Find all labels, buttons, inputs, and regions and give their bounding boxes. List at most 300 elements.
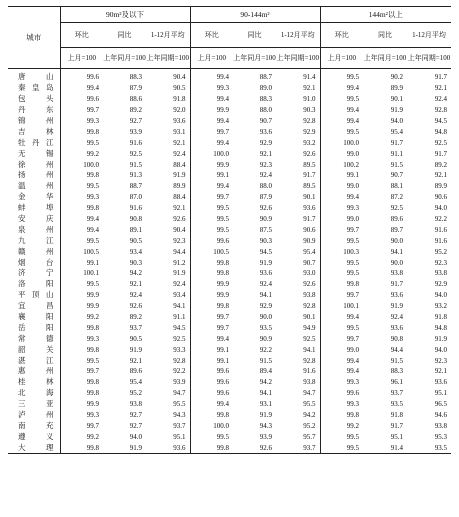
index-value: 99.5 <box>320 268 363 279</box>
index-value: 89.5 <box>303 160 316 169</box>
subheader-index: 环比 <box>320 23 363 48</box>
index-value: 100.0 <box>320 137 363 148</box>
city-name: 大理 <box>8 442 60 453</box>
index-value: 99.1 <box>190 344 233 355</box>
index-value: 99.2 <box>320 421 363 432</box>
index-value: 88.7 <box>129 182 142 191</box>
index-value: 99.3 <box>60 410 103 421</box>
index-value: 95.7 <box>303 432 316 441</box>
index-value: 91.7 <box>303 171 316 180</box>
index-value: 93.8 <box>434 269 448 278</box>
index-value: 90.8 <box>129 215 142 224</box>
index-value: 92.2 <box>173 367 186 376</box>
index-value: 99.7 <box>190 126 233 137</box>
index-value: 99.4 <box>190 137 233 148</box>
city-name: 烟台 <box>18 257 54 267</box>
index-value: 92.2 <box>434 215 448 224</box>
index-value: 99.0 <box>320 214 363 225</box>
index-value: 91.9 <box>173 269 186 278</box>
index-value: 99.3 <box>60 333 103 344</box>
index-value: 99.7 <box>60 105 103 116</box>
index-value: 99.5 <box>190 214 233 225</box>
index-value: 92.8 <box>303 302 316 311</box>
city-name: 赣州 <box>18 246 54 256</box>
index-value: 91.9 <box>390 106 404 115</box>
index-value: 99.4 <box>190 94 233 105</box>
index-value: 99.5 <box>320 69 363 83</box>
table-row <box>8 268 451 279</box>
index-value: 94.9 <box>303 323 316 332</box>
index-value: 99.4 <box>60 214 103 225</box>
index-value: 95.3 <box>434 432 448 441</box>
index-value: 92.2 <box>259 345 272 354</box>
index-value: 99.8 <box>190 268 233 279</box>
subheader-base: 上月=100 <box>190 48 233 69</box>
index-value: 99.8 <box>60 442 103 453</box>
index-value: 91.1 <box>173 313 186 322</box>
index-value: 92.9 <box>259 302 272 311</box>
table-row <box>8 235 451 246</box>
index-value: 89.2 <box>129 313 142 322</box>
subheader-base: 上月=100 <box>60 48 103 69</box>
index-value: 88.3 <box>129 73 142 82</box>
index-value: 100.2 <box>320 159 363 170</box>
city-name: 泉州 <box>18 224 54 234</box>
index-value: 92.1 <box>173 204 186 213</box>
table-row <box>8 301 451 312</box>
index-value: 94.2 <box>259 378 272 387</box>
index-value: 99.8 <box>60 377 103 388</box>
index-value: 95.1 <box>390 432 404 441</box>
index-value: 99.5 <box>60 279 103 290</box>
index-value: 88.6 <box>129 95 142 104</box>
index-value: 92.6 <box>233 442 276 453</box>
index-value: 91.9 <box>434 334 448 343</box>
index-value: 99.8 <box>320 279 363 290</box>
index-value: 93.5 <box>259 323 272 332</box>
index-value: 92.8 <box>303 117 316 125</box>
index-value: 99.7 <box>60 421 103 432</box>
subheader-index: 1-12月平均 <box>276 23 320 48</box>
index-value: 88.3 <box>390 367 404 376</box>
index-value: 91.2 <box>173 258 186 267</box>
index-value: 91.4 <box>363 442 407 453</box>
index-value: 95.4 <box>390 127 404 136</box>
index-value: 88.1 <box>390 182 404 191</box>
index-value: 88.0 <box>259 182 272 191</box>
index-value: 95.1 <box>173 432 186 441</box>
index-value: 99.0 <box>320 344 363 355</box>
index-value: 95.2 <box>129 389 142 398</box>
table-row <box>8 377 451 388</box>
index-value: 89.2 <box>434 160 448 169</box>
index-value: 94.1 <box>259 389 272 398</box>
index-value: 99.4 <box>320 366 363 377</box>
index-value: 99.5 <box>190 431 233 442</box>
index-value: 94.0 <box>129 432 142 441</box>
index-value: 90.0 <box>390 236 404 245</box>
index-value: 92.5 <box>303 334 316 343</box>
index-value: 91.5 <box>129 160 142 169</box>
index-value: 87.5 <box>259 225 272 234</box>
index-value: 95.4 <box>129 378 142 387</box>
subheader-base: 上年同期=100 <box>146 48 190 69</box>
table-row <box>8 69 451 83</box>
index-value: 99.6 <box>60 69 103 83</box>
index-value: 91.7 <box>434 149 448 158</box>
table-row <box>8 126 451 137</box>
index-value: 91.5 <box>390 160 404 169</box>
index-value: 90.5 <box>129 236 142 245</box>
index-value: 91.5 <box>390 356 404 365</box>
index-value: 99.5 <box>190 203 233 214</box>
table-row <box>8 148 451 159</box>
index-value: 89.5 <box>303 182 316 191</box>
index-value: 94.8 <box>434 127 448 136</box>
index-value: 92.4 <box>390 313 404 322</box>
index-value: 92.5 <box>434 138 448 147</box>
index-value: 87.9 <box>259 193 272 202</box>
index-value: 99.7 <box>190 322 233 333</box>
index-value: 91.7 <box>390 280 404 289</box>
index-value: 99.3 <box>320 203 363 214</box>
index-value: 99.9 <box>190 105 233 116</box>
subheader-base: 上年同期=100 <box>276 48 320 69</box>
subheader-index: 同比 <box>363 23 407 48</box>
index-value: 99.4 <box>320 116 363 127</box>
table-row <box>8 322 451 333</box>
index-value: 92.1 <box>434 367 448 376</box>
index-value: 93.1 <box>259 400 272 409</box>
table-row <box>8 366 451 377</box>
index-value: 99.7 <box>320 290 363 301</box>
index-value: 99.9 <box>190 279 233 290</box>
index-value: 94.8 <box>434 323 448 332</box>
index-value: 99.2 <box>60 148 103 159</box>
index-value: 87.9 <box>129 84 142 93</box>
index-value: 91.7 <box>303 215 316 224</box>
index-value: 92.5 <box>390 204 404 213</box>
city-name: 秦皇岛 <box>18 83 54 93</box>
index-value: 92.9 <box>259 138 272 147</box>
index-value: 91.8 <box>173 95 186 104</box>
index-value: 93.8 <box>303 291 316 300</box>
index-value: 99.5 <box>60 355 103 366</box>
index-value: 92.1 <box>434 171 448 180</box>
index-value: 91.9 <box>259 258 272 267</box>
index-value: 94.4 <box>390 345 404 354</box>
index-value: 92.9 <box>434 280 448 289</box>
index-value: 91.6 <box>434 236 448 245</box>
index-value: 99.8 <box>190 301 233 312</box>
city-name: 丹东 <box>18 105 54 115</box>
index-value: 93.4 <box>129 247 142 256</box>
index-value: 100.0 <box>190 421 233 432</box>
header-row-groups <box>8 7 451 23</box>
index-value: 90.1 <box>303 313 316 322</box>
subheader-index: 同比 <box>103 23 146 48</box>
city-name: 蚌埠 <box>18 203 54 213</box>
index-value: 91.6 <box>129 204 142 213</box>
index-value: 99.4 <box>320 192 363 203</box>
index-value: 93.7 <box>390 389 404 398</box>
index-value: 90.3 <box>129 258 142 267</box>
index-value: 99.5 <box>320 235 363 246</box>
subheader-base: 上月=100 <box>320 48 363 69</box>
index-value: 90.4 <box>173 73 186 82</box>
index-value: 99.4 <box>190 399 233 410</box>
index-value: 99.7 <box>190 312 233 323</box>
table-row <box>8 105 451 116</box>
index-value: 93.7 <box>173 421 186 430</box>
table-row <box>8 116 451 127</box>
index-value: 99.6 <box>190 366 233 377</box>
table-row <box>8 214 451 225</box>
index-value: 94.1 <box>390 247 404 256</box>
index-value: 90.8 <box>390 334 404 343</box>
index-value: 94.5 <box>173 323 186 332</box>
index-value: 94.1 <box>173 302 186 311</box>
index-value: 96.5 <box>434 400 448 409</box>
index-value: 99.6 <box>60 94 103 105</box>
index-value: 92.8 <box>434 106 448 115</box>
table-row <box>8 333 451 344</box>
city-name: 岳阳 <box>18 322 54 332</box>
table-row <box>8 355 451 366</box>
index-value: 100.1 <box>320 301 363 312</box>
subheader-index: 环比 <box>190 23 233 48</box>
index-value: 90.6 <box>303 225 316 234</box>
index-value: 90.3 <box>259 236 272 245</box>
index-value: 88.4 <box>173 160 186 169</box>
subheader-index: 1-12月平均 <box>146 23 190 48</box>
index-value: 99.8 <box>190 257 233 268</box>
table-row <box>8 203 451 214</box>
index-value: 95.5 <box>173 400 186 409</box>
index-value: 93.6 <box>434 378 448 387</box>
index-value: 92.7 <box>129 411 142 420</box>
index-value: 92.1 <box>129 280 142 289</box>
city-name: 南充 <box>18 420 54 430</box>
index-value: 93.9 <box>129 127 142 136</box>
index-value: 100.0 <box>190 148 233 159</box>
index-value: 99.4 <box>190 333 233 344</box>
index-value: 89.7 <box>390 225 404 234</box>
index-value: 94.0 <box>434 204 448 213</box>
index-value: 99.4 <box>320 83 363 94</box>
index-value: 99.0 <box>320 181 363 192</box>
index-value: 91.9 <box>173 171 186 180</box>
table-row <box>8 192 451 203</box>
city-name: 济宁 <box>18 268 54 278</box>
index-value: 99.4 <box>320 105 363 116</box>
index-value: 91.5 <box>259 356 272 365</box>
index-value: 99.7 <box>60 366 103 377</box>
index-value: 90.7 <box>303 258 316 267</box>
city-name: 桂林 <box>18 377 54 387</box>
index-value: 94.2 <box>129 269 142 278</box>
index-value: 90.5 <box>129 334 142 343</box>
table-row <box>8 170 451 181</box>
index-value: 99.7 <box>190 192 233 203</box>
index-value: 92.7 <box>129 117 142 125</box>
subheader-index: 环比 <box>60 23 103 48</box>
index-value: 99.9 <box>60 301 103 312</box>
index-value: 96.1 <box>390 378 404 387</box>
index-value: 94.3 <box>259 421 272 430</box>
table-body <box>8 69 451 454</box>
index-value: 90.9 <box>303 236 316 245</box>
index-value: 99.9 <box>60 399 103 410</box>
index-value: 91.4 <box>303 73 316 82</box>
index-value: 93.6 <box>390 291 404 300</box>
index-value: 92.6 <box>173 215 186 224</box>
index-value: 90.0 <box>259 313 272 322</box>
index-value: 93.7 <box>129 323 142 332</box>
index-value: 91.0 <box>303 95 316 104</box>
index-value: 99.3 <box>60 192 103 203</box>
index-value: 90.9 <box>259 334 272 343</box>
index-value: 92.0 <box>173 106 186 115</box>
city-header: 城市 <box>8 7 60 69</box>
table-row <box>8 257 451 268</box>
index-value: 99.2 <box>60 312 103 323</box>
index-value: 99.1 <box>190 170 233 181</box>
index-value: 94.1 <box>259 291 272 300</box>
index-value: 91.9 <box>259 411 272 420</box>
index-value: 99.4 <box>320 355 363 366</box>
city-name: 无锡 <box>18 148 54 158</box>
index-value: 99.4 <box>190 181 233 192</box>
price-index-table <box>8 6 451 454</box>
index-value: 91.9 <box>129 345 142 354</box>
index-value: 95.2 <box>434 247 448 256</box>
index-value: 92.7 <box>129 421 142 430</box>
index-value: 92.1 <box>173 138 186 147</box>
header-row-bases <box>8 48 451 69</box>
index-value: 90.2 <box>390 73 404 82</box>
city-name: 锦州 <box>18 116 54 125</box>
table-row <box>8 431 451 442</box>
index-value: 99.9 <box>190 159 233 170</box>
index-value: 93.5 <box>390 400 404 409</box>
index-value: 99.5 <box>60 181 103 192</box>
index-value: 91.7 <box>434 73 448 82</box>
table-row <box>8 224 451 235</box>
index-value: 91.6 <box>129 138 142 147</box>
index-value: 92.6 <box>303 149 316 158</box>
index-value: 99.0 <box>320 148 363 159</box>
group-header-large: 144m²以上 <box>320 7 451 23</box>
index-value: 99.4 <box>320 312 363 323</box>
index-value: 99.6 <box>190 388 233 399</box>
index-value: 92.8 <box>303 356 316 365</box>
subheader-base: 上年同月=100 <box>233 48 276 69</box>
index-value: 92.4 <box>173 149 186 158</box>
table-row <box>8 399 451 410</box>
index-value: 99.8 <box>60 344 103 355</box>
index-value: 99.5 <box>60 235 103 246</box>
index-value: 94.0 <box>434 291 448 300</box>
index-value: 89.9 <box>390 84 404 93</box>
index-value: 99.1 <box>320 170 363 181</box>
index-value: 93.0 <box>303 269 316 278</box>
index-value: 88.4 <box>173 193 186 202</box>
index-value: 92.6 <box>129 302 142 311</box>
index-value: 91.7 <box>390 421 404 430</box>
index-value: 100.3 <box>320 246 363 257</box>
table-row <box>8 442 451 453</box>
index-value: 91.6 <box>434 225 448 234</box>
index-value: 99.8 <box>190 410 233 421</box>
index-value: 94.2 <box>303 411 316 420</box>
table-row <box>8 279 451 290</box>
city-name: 牡丹江 <box>18 137 54 147</box>
index-value: 93.6 <box>173 117 186 125</box>
subheader-base: 上年同期=100 <box>407 48 451 69</box>
index-value: 93.8 <box>390 269 404 278</box>
index-value: 100.1 <box>60 268 103 279</box>
index-value: 99.9 <box>60 290 103 301</box>
index-value: 92.6 <box>259 204 272 213</box>
index-value: 94.7 <box>303 389 316 398</box>
index-value: 90.5 <box>173 84 186 93</box>
index-value: 91.9 <box>103 442 146 453</box>
index-value: 93.1 <box>173 127 186 136</box>
index-value: 92.5 <box>173 334 186 343</box>
index-value: 94.3 <box>173 411 186 420</box>
group-header-medium: 90-144m² <box>190 7 320 23</box>
index-value: 93.7 <box>276 442 320 453</box>
index-value: 99.3 <box>190 83 233 94</box>
index-value: 99.6 <box>190 377 233 388</box>
index-value: 92.3 <box>434 356 448 365</box>
index-value: 93.8 <box>434 421 448 430</box>
index-value: 93.6 <box>390 323 404 332</box>
index-value: 89.0 <box>259 84 272 93</box>
index-value: 93.6 <box>259 269 272 278</box>
index-value: 93.6 <box>146 442 190 453</box>
city-name: 韶关 <box>18 344 54 354</box>
city-name: 安庆 <box>18 214 54 224</box>
index-value: 99.4 <box>60 83 103 94</box>
index-value: 99.7 <box>320 333 363 344</box>
index-value: 90.1 <box>303 193 316 202</box>
index-value: 90.7 <box>259 117 272 125</box>
index-value: 99.8 <box>60 203 103 214</box>
index-value: 89.1 <box>129 225 142 234</box>
city-name: 遵义 <box>18 431 54 441</box>
index-value: 95.2 <box>303 421 316 430</box>
city-name: 湛江 <box>18 355 54 365</box>
index-value: 92.9 <box>303 127 316 136</box>
index-value: 92.5 <box>129 149 142 158</box>
table-row <box>8 290 451 301</box>
index-value: 92.1 <box>259 149 272 158</box>
index-value: 100.5 <box>60 246 103 257</box>
index-value: 99.5 <box>320 126 363 137</box>
index-value: 92.4 <box>129 291 142 300</box>
table-row <box>8 312 451 323</box>
city-name: 徐州 <box>18 159 54 169</box>
index-value: 89.4 <box>259 367 272 376</box>
index-value: 99.5 <box>320 442 363 453</box>
index-value: 99.1 <box>60 257 103 268</box>
index-value: 99.3 <box>320 399 363 410</box>
index-value: 99.4 <box>60 224 103 235</box>
city-name: 金华 <box>18 192 54 202</box>
index-value: 94.5 <box>259 247 272 256</box>
